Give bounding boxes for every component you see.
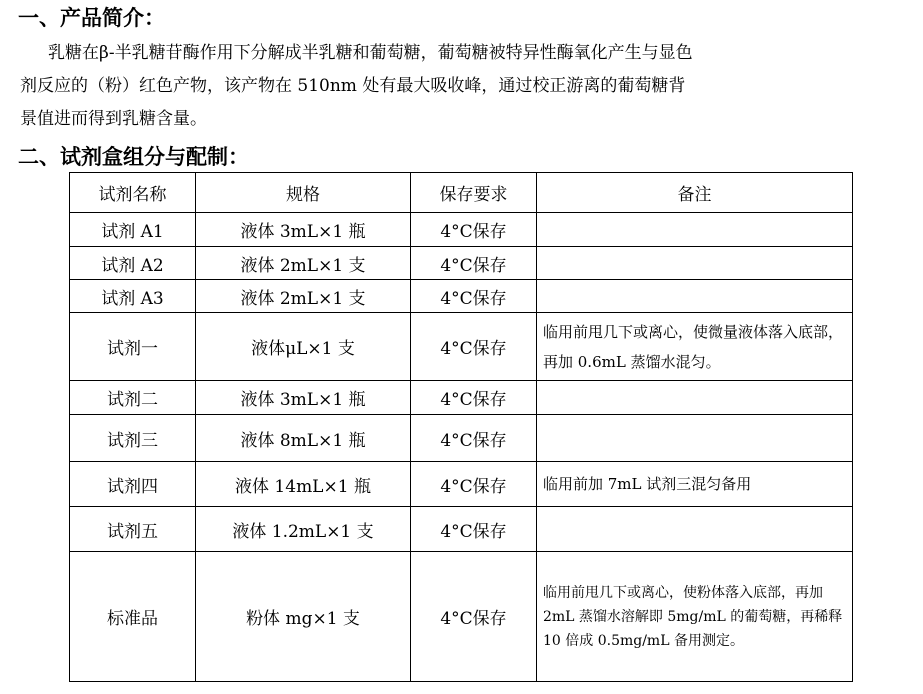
cell-note [537, 381, 853, 415]
cell-note: 临用前甩几下或离心，使粉体落入底部，再加 2mL 蒸馏水溶解即 5mg/mL 的葡萄糖，再稀释 10 倍成 0.5mg/mL 备用测定。 [537, 552, 853, 682]
intro-paragraph [20, 37, 912, 136]
cell-storage: 4°C保存 [411, 313, 537, 381]
intro-line: 剂反应的（粉）红色产物，该产物在 510nm 处有最大吸收峰，通过校正游离的葡萄糖背 [20, 76, 686, 96]
table-header-row [70, 173, 853, 213]
table-row [70, 213, 853, 247]
table-row [70, 462, 853, 507]
table-row [70, 415, 853, 462]
table-row [70, 313, 853, 381]
cell-note [537, 247, 853, 280]
cell-note [537, 507, 853, 552]
table-row [70, 381, 853, 415]
cell-reagent-name: 试剂四 [70, 462, 196, 507]
header-spec: 规格 [196, 173, 411, 213]
cell-storage: 4°C保存 [411, 415, 537, 462]
header-reagent-name: 试剂名称 [70, 173, 196, 213]
cell-storage: 4°C保存 [411, 381, 537, 415]
cell-spec: 液体μL×1 支 [196, 313, 411, 381]
cell-reagent-name: 试剂二 [70, 381, 196, 415]
cell-spec: 液体 3mL×1 瓶 [196, 381, 411, 415]
reagent-table [69, 172, 853, 682]
header-note: 备注 [537, 173, 853, 213]
cell-reagent-name: 试剂三 [70, 415, 196, 462]
table-row [70, 280, 853, 313]
cell-spec: 液体 2mL×1 支 [196, 247, 411, 280]
section-heading-kit: 二、试剂盒组分与配制： [18, 145, 249, 169]
cell-reagent-name: 标准品 [70, 552, 196, 682]
table-row [70, 552, 853, 682]
cell-spec: 液体 2mL×1 支 [196, 280, 411, 313]
cell-spec: 液体 3mL×1 瓶 [196, 213, 411, 247]
cell-spec: 液体 1.2mL×1 支 [196, 507, 411, 552]
cell-storage: 4°C保存 [411, 462, 537, 507]
cell-spec: 液体 14mL×1 瓶 [196, 462, 411, 507]
cell-reagent-name: 试剂一 [70, 313, 196, 381]
header-storage: 保存要求 [411, 173, 537, 213]
cell-note: 临用前加 7mL 试剂三混匀备用 [537, 462, 853, 507]
table-row [70, 247, 853, 280]
cell-note [537, 415, 853, 462]
intro-line: 景值进而得到乳糖含量。 [20, 109, 207, 129]
cell-storage: 4°C保存 [411, 213, 537, 247]
intro-line: 乳糖在β-半乳糖苷酶作用下分解成半乳糖和葡萄糖，葡萄糖被特异性酶氧化产生与显色 [48, 43, 693, 63]
cell-note [537, 280, 853, 313]
section-heading-intro: 一、产品简介： [18, 6, 165, 30]
cell-spec: 粉体 mg×1 支 [196, 552, 411, 682]
cell-storage: 4°C保存 [411, 507, 537, 552]
cell-storage: 4°C保存 [411, 280, 537, 313]
cell-note [537, 213, 853, 247]
cell-spec: 液体 8mL×1 瓶 [196, 415, 411, 462]
cell-reagent-name: 试剂 A1 [70, 213, 196, 247]
cell-storage: 4°C保存 [411, 247, 537, 280]
cell-note: 临用前甩几下或离心，使微量液体落入底部，再加 0.6mL 蒸馏水混匀。 [537, 313, 853, 381]
cell-reagent-name: 试剂 A3 [70, 280, 196, 313]
cell-storage: 4°C保存 [411, 552, 537, 682]
cell-reagent-name: 试剂 A2 [70, 247, 196, 280]
table-row [70, 507, 853, 552]
cell-reagent-name: 试剂五 [70, 507, 196, 552]
